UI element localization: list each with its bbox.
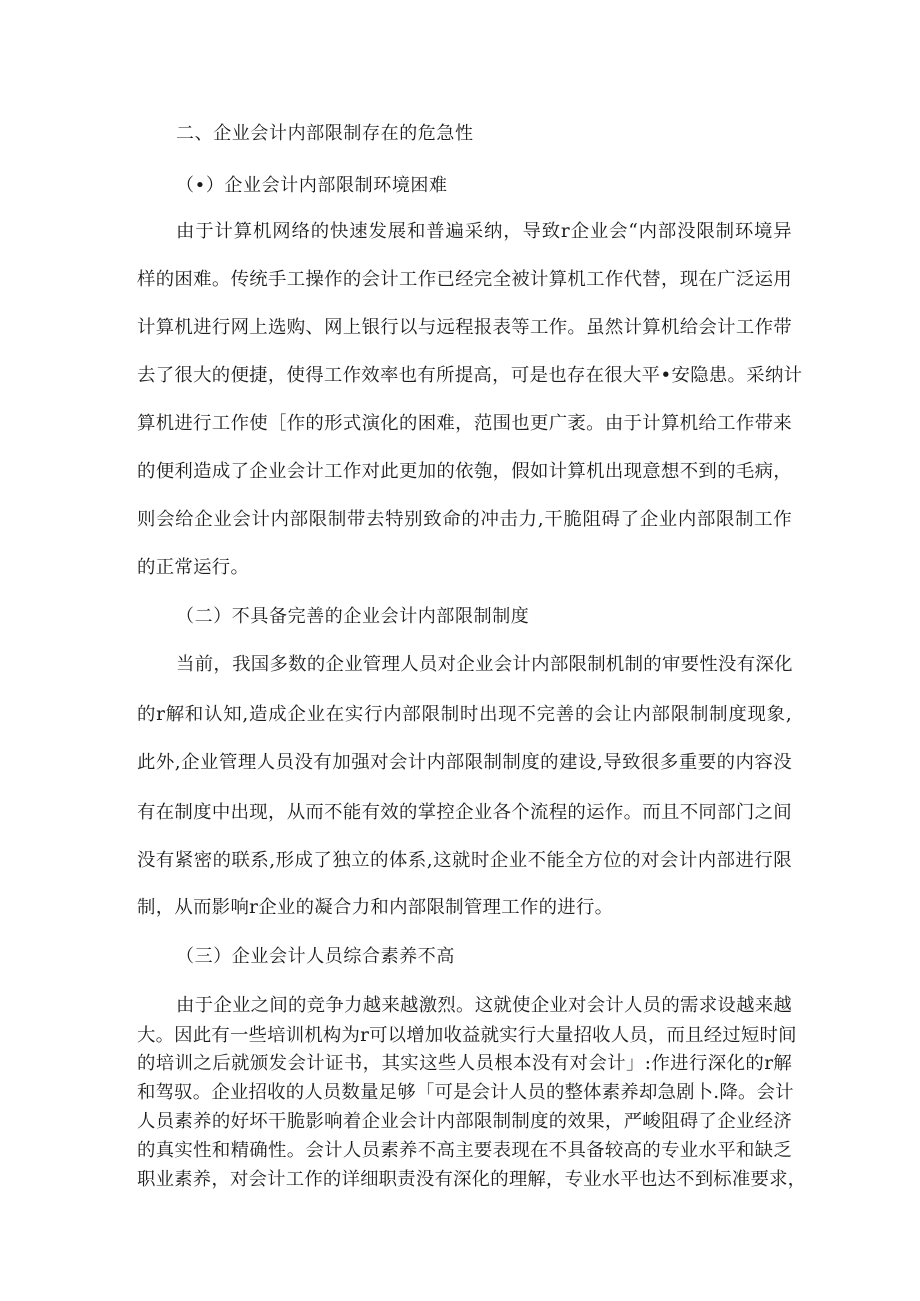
paragraph-line: 此外,企业管理人员没有加强对会计内部限制制度的建设,导致很多重要的内容没 — [137, 752, 792, 773]
paragraph-line: 计算机进行网上选购、网上银行以与远程报表等工作。虽然计算机给会计工作带 — [137, 317, 792, 338]
paragraph-line: 由于计算机网络的快速发展和普遍采纳，导致r企业会“内部没限制环境异 — [176, 221, 792, 242]
subsection-title-2: （二）不具备完善的企业会计内部限制制度 — [176, 606, 530, 627]
paragraph-line: 的便利造成了企业会计工作对此更加的依匏，假如计算机出现意想不到的毛病， — [137, 461, 792, 482]
paragraph-line: 制，从而影响r企业的凝合力和内部限制管理工作的进行。 — [137, 897, 614, 918]
paragraph-line: 没有紧密的联系,形成了独立的体系,这就时企业不能全方位的对会计内部进行限 — [137, 850, 792, 871]
subsection-title-3: （三）企业会计人员综合素养不高 — [176, 946, 455, 967]
paragraph-line: 的正常运行。 — [137, 557, 250, 578]
paragraph-line: 大。因此有一些培训机构为r可以增加收益就实行大量招收人员，而且经过短时间 — [137, 1025, 797, 1046]
paragraph-line: 当前，我国多数的企业管理人员对企业会计内部限制机制的审要性没有深化 — [176, 654, 793, 675]
paragraph-line: 则会给企业会计内部限制带去特别致命的冲击力,干脆阻碍了企业内部限制工作 — [137, 509, 792, 530]
paragraph-line: 去了很大的便捷，使得工作效率也有所提高，可是也存在很大平•安隐患。采纳计 — [137, 365, 803, 386]
paragraph-line: 样的困难。传统手工操作的会计工作已经完全被计算机工作代替，现在广泛运用 — [137, 269, 792, 290]
section-title: 二、企业会计内部限制存在的危急性 — [176, 123, 474, 144]
paragraph-line: 的r解和认知,造成企业在实行内部限制时出现不完善的会让内部限制制度现象, — [137, 704, 792, 725]
paragraph-line: 人员素养的好坏干脆影响着企业会计内部限制制度的效果，严峻阻碍了企业经济 — [137, 1111, 792, 1132]
paragraph-line: 的培训之后就颁发会计证书，其实这些人员根本没有对会计」:作进行深化的r解 — [137, 1053, 792, 1074]
paragraph-line: 的真实性和精确性。会计人员素养不高主要表现在不具备较高的专业水平和缺乏 — [137, 1140, 792, 1161]
subsection-title-1: （•）企业会计内部限制环境困难 — [176, 175, 448, 196]
paragraph-line: 和驾驭。企业招收的人员数量足够「可是会计人员的整体素养却急剧卜.降。会计 — [137, 1082, 794, 1103]
paragraph-line: 算机进行工作使［作的形式演化的困难，范围也更广袤。由于计算机给工作带来 — [137, 413, 792, 434]
paragraph-line: 职业素养，对会计工作的详细职责没有深化的理解，专业水平也达不到标准要求， — [137, 1169, 807, 1190]
paragraph-line: 由于企业之间的竞争力越来越激烈。这就使企业对会计人员的需求设越来越 — [176, 995, 792, 1016]
paragraph-line: 有在制度中出现，从而不能有效的掌控企业各个流程的运作。而且不同部门之间 — [137, 802, 792, 823]
